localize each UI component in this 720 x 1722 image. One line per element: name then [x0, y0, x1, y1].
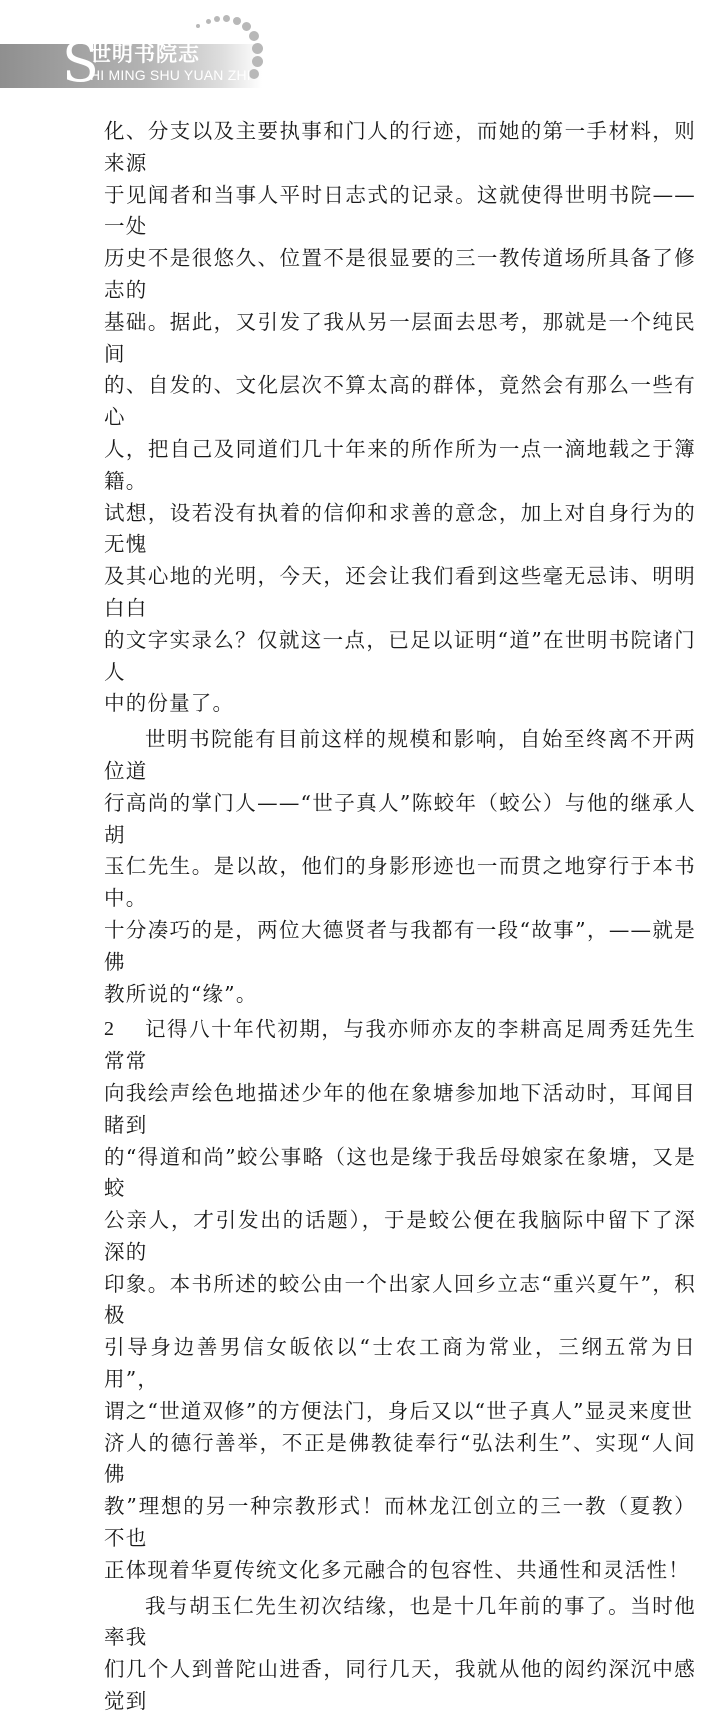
text-line: 教”理想的另一种宗教形式！而林龙江创立的三一教（夏教）不也 [104, 1494, 696, 1551]
text-line: 们几个人到普陀山进香，同行几天，我就从他的闳约深沉中感觉到 [104, 1657, 696, 1714]
text-line: 世明书院能有目前这样的规模和影响，自始至终离不开两位道 [104, 727, 696, 783]
paragraph [104, 1591, 696, 1718]
text-line: 济人的德行善举，不正是佛教徒奉行“弘法利生”、实现“人间佛 [104, 1430, 696, 1487]
paragraph [104, 724, 696, 1010]
text-line: 及其心地的光明，今天，还会让我们看到这些毫无忌讳、明明白白 [104, 564, 696, 620]
text-line: 的、自发的、文化层次不算太高的群体，竟然会有那么一些有心 [104, 373, 696, 430]
text-line: 中的份量了。 [104, 691, 235, 716]
text-line: 谓之“世道双修”的方便法门，身后又以“世子真人”显灵来度世 [104, 1398, 694, 1423]
body-text [104, 116, 696, 1722]
text-line: 公亲人，才引发出的话题），于是蛟公便在我脑际中留下了深深的 [104, 1208, 696, 1264]
text-line: 印象。本书所述的蛟公由一个出家人回乡立志“重兴夏午”，积极 [104, 1271, 696, 1328]
text-line: 行高尚的掌门人——“世子真人”陈蛟年（蛟公）与他的继承人胡 [104, 790, 696, 847]
text-line: 记得八十年代初期，与我亦师亦友的李耕高足周秀廷先生常常 [104, 1017, 696, 1074]
page-number: 2 [104, 1018, 114, 1040]
text-line: 试想，设若没有执着的信仰和求善的意念，加上对自身行为的无愧 [104, 500, 696, 557]
text-line: 教所说的“缘”。 [104, 981, 258, 1006]
text-line: 十分凑巧的是，两位大德贤者与我都有一段“故事”，——就是佛 [104, 917, 696, 974]
paragraph [104, 1014, 696, 1586]
header-initial: S [62, 31, 99, 94]
text-line: 于见闻者和当事人平时日志式的记录。这就使得世明书院——一处 [104, 182, 696, 239]
text-line: 正体现着华夏传统文化多元融合的包容性、共通性和灵活性！ [104, 1557, 690, 1582]
text-line: 化、分支以及主要执事和门人的行迹，而她的第一手材料，则来源 [104, 119, 696, 175]
text-line: 历史不是很悠久、位置不是很显要的三一教传道场所具备了修志的 [104, 246, 696, 302]
text-line: 的“得道和尚”蛟公事略（这也是缘于我岳母娘家在象塘，又是蛟 [104, 1144, 696, 1201]
text-line: 的文字实录么？仅就这一点，已足以证明“道”在世明书院诸门人 [104, 627, 696, 684]
text-line: 我与胡玉仁先生初次结缘，也是十几年前的事了。当时他率我 [104, 1593, 696, 1650]
text-line: 向我绘声绘色地描述少年的他在象塘参加地下活动时，耳闻目睹到 [104, 1080, 696, 1137]
paragraph [104, 116, 696, 720]
book-title-pinyin: HI MING SHU YUAN ZHI [90, 67, 251, 83]
text-line: 人，把自己及同道们几十年来的所作所为一点一滴地载之于簿籍。 [104, 436, 696, 493]
book-title: 世明书院志 [90, 42, 200, 66]
text-line: 引导身边善男信女皈依以“士农工商为常业，三纲五常为日用”， [104, 1335, 696, 1392]
text-line: 玉仁先生。是以故，他们的身影形迹也一而贯之地穿行于本书中。 [104, 854, 696, 911]
text-line: 基础。据此，又引发了我从另一层面去思考，那就是一个纯民间 [104, 309, 696, 366]
